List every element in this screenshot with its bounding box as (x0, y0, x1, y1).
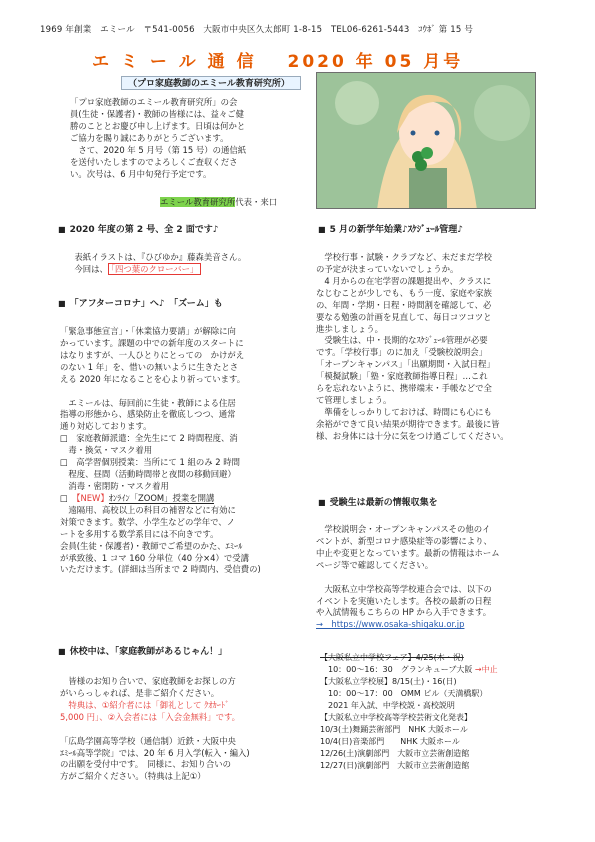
cover-illustration (316, 72, 536, 209)
body-line: ｴﾐｰﾙ高等学院」では、20 年 6 月入学(転入・編入) (60, 747, 250, 758)
body-line: や入試情報もこちらの HP から入手できます。 (316, 607, 492, 618)
body-line: □ 家庭教師派遣：全先生にて 2 時間程度、消 (60, 433, 238, 444)
section-body-after-corona (60, 326, 316, 576)
body-line: 中止や変更となっています。最新の情報はホーム (316, 547, 500, 558)
body-line: 要なる勉強の計画を見直して、毎日コツコツと (316, 311, 492, 322)
body-line: 表紙イラストは、『ひびゆか』藤森美音さん。 (66, 252, 247, 262)
intro-line: ご協力を賜り誠にありがとうございます。 (70, 132, 229, 143)
body-line: がいらっしゃれば、是非ご紹介ください。 (60, 687, 220, 698)
newsletter-subtitle: （プロ家庭教師のエミール教育研究所） (128, 79, 290, 89)
body-line: ベントが、新型コロナ感染症等の影響により、 (316, 535, 492, 546)
table-row (318, 724, 556, 736)
body-line: です。「学校行事」のに加え「受験校説明会」 (316, 347, 488, 358)
section-body-schedule (316, 252, 552, 443)
body-line: が承致後、1 コマ 160 分単位（40 分×4）で受講 (60, 552, 249, 563)
section-heading-schedule (318, 224, 463, 237)
new-online-line: □ 【NEW】ｵﾝﾗｲﾝ「ZOOM」授業を開講 (60, 492, 215, 503)
event-name: 10：00～17：00 OMM ビル（天満橋駅） (320, 689, 488, 699)
section-heading-exam-info (318, 497, 438, 510)
zoom-class-text: ｵﾝﾗｲﾝ「ZOOM」授業を開講 (108, 492, 215, 503)
body-line: 指導の形態から、感染防止を徹底しつつ、通常 (60, 409, 236, 420)
intro-signature (160, 197, 277, 209)
body-line: 今回は、 「四つ葉のクローバー」 (66, 264, 322, 276)
body-line: 「緊急事態宣言」・「休業協力要請」が解除に向 (60, 326, 236, 336)
table-row (318, 688, 556, 700)
body-line: 程度、昼間（活動時間帯と夜間の移動回避） (60, 469, 236, 480)
association-link[interactable]: → https://www.osaka-shigaku.or.jp (316, 619, 465, 630)
event-name: 12/26(土)演劇部門 大阪市立芸術創造館 (320, 749, 470, 759)
body-line: 余裕ができて良い結果が期待できます。最後に皆 (316, 418, 500, 429)
body-line-offer: 5,000 円」、②入会者には「入会金無料」です。 (60, 711, 241, 722)
section-heading-after-corona (58, 298, 223, 311)
body-line: いただけます。(詳細は当所まで 2 時間内、受信費の) (60, 564, 261, 575)
square-mark-icon: ■ (318, 498, 326, 507)
section-title: 5 月の新学年始業♪ｽｹｼﾞｭｰﾙ管理♪ (329, 225, 463, 235)
body-line (316, 572, 552, 584)
title-main: エ ミ ー ル 通 信 (92, 52, 257, 72)
section-title: 「アフターコロナ」へ♪ 「ズーム」も (69, 299, 223, 309)
body-line: 「広島学園高等学校（通信制）近鉄・大阪中央 (60, 735, 236, 746)
body-line-offer: 特典は、①紹介者には「御礼として ｸｵｶｰﾄﾞ (60, 699, 230, 710)
event-name: 10/3(土)舞踊芸術部門 NHK 大阪ホール (320, 725, 468, 735)
body-line: の予定が決まっていないでしょうか。 (316, 263, 459, 274)
girl-clover-illustration (317, 73, 536, 209)
body-line: 遠隔用、高校以上の科目の補習などに有効に (60, 504, 236, 515)
cancel-note: →中止 (474, 665, 498, 675)
body-line: 受験生は、中・長期的なｽｹｼﾞｭｰﾙ管理が必要 (316, 335, 488, 346)
body-line: ートを多用する数学系目には不向きです。 (60, 528, 219, 539)
body-line: イベントを実施いたします。各校の最新の日程 (316, 595, 492, 606)
square-mark-icon: ■ (58, 225, 66, 234)
body-line: 進歩しましょう。 (316, 323, 383, 334)
body-line: の出願を受付中です。 同様に、お知り合いの (60, 759, 232, 770)
table-row (318, 652, 556, 664)
table-row (318, 748, 556, 760)
event-schedule-table (318, 652, 556, 772)
body-line: 「模擬試験」「塾・家庭教師指導日程」…これ (316, 371, 488, 382)
body-line: かっています。課題の中での新年度のスタートに (60, 337, 244, 348)
body-line: はなりますが、一人ひとりにとっての かけがえ (60, 349, 245, 360)
title-issue: 2020 年 05 月号 (287, 52, 464, 72)
body-line: 消毒・密閉防・マスク着用 (60, 480, 169, 491)
event-name: 【大阪私立中学校高等学校芸術文化発表】 (320, 713, 472, 723)
intro-line: 「プロ家庭教師のエミール教育研究所」の会 (70, 97, 238, 107)
intro-line: を送付いたしますのでよろしくご査収くださ (70, 156, 238, 167)
section-body-tutor (60, 676, 316, 783)
body-line: 学校説明会・オープンキャンパスその他のイ (316, 524, 491, 534)
section-title: 受験生は最新の情報収集を (329, 498, 438, 508)
intro-line: 員(生徒・保護者)・教師の皆様には、益々ご健 (70, 108, 245, 119)
table-row (318, 736, 556, 748)
body-line (60, 386, 316, 398)
table-row (318, 664, 556, 676)
event-name: 12/27(日)演劇部門 大阪市立芸術創造館 (320, 761, 470, 771)
section-heading-tutor (58, 646, 227, 659)
newsletter-header: 1969 年創業 エミール 〒541-0056 大阪市中央区久太郎町 1-8-15 TEL06-6261-5443 ｺｳﾎﾞ 第 15 号 (40, 25, 474, 35)
event-name: 10：00～16：30 グランキューブ大阪 →中止 (320, 665, 498, 675)
intro-line: さて、2020 年 5 月号（第 15 号）の通信紙 (70, 144, 247, 155)
body-line: らを忘れないように、携帯端末・手帳などで全 (316, 383, 492, 394)
square-mark-icon: ■ (58, 299, 66, 308)
event-name: 【大阪私立学校展】8/15(土)・16(日) (320, 677, 457, 687)
body-line: て管理しましょう。 (316, 395, 392, 406)
intro-paragraph (70, 97, 326, 180)
body-line: なじむことが少しでも、もう一度、家庭や家族 (316, 287, 492, 298)
section-body-issue-info (66, 252, 322, 276)
event-name: 2021 年入試、中学校説・高校説明 (320, 701, 455, 711)
section-title: 休校中は、「家庭教師があるじゃん！」 (69, 647, 228, 657)
body-line: える 2020 年になることを心より祈っています。 (60, 373, 246, 384)
signature-org: エミール教育研究所 (160, 197, 236, 207)
body-line: エミールは、毎回前に生徒・教師による住居 (60, 397, 236, 408)
body-line: 毒・換気・マスク着用 (60, 445, 153, 456)
body-line: 学校行事・試験・クラブなど、未だまだ学校 (316, 252, 492, 262)
table-row (318, 700, 556, 712)
event-name: 10/4(日)音楽部門 NHK 大阪ホール (320, 737, 460, 747)
body-line: 対策できます。数学、小学生などの学年で、ノ (60, 516, 236, 527)
section-body-exam-info (316, 524, 552, 631)
body-line: 会員(生徒・保護者)・教師でご希望のかた、ｴﾐｰﾙ (60, 540, 243, 551)
signature-rest: 代表・来口 (235, 197, 278, 207)
body-line: 様、お身体には十分に気をつけ過ごしてください。 (316, 430, 509, 441)
intro-line: い。次号は、6 月中旬発行予定です。 (70, 168, 212, 179)
body-line: ページ等で確認してください。 (316, 559, 434, 570)
body-line: のない 1 年」を、惜いの無いように生きたとさ (60, 361, 239, 372)
event-name: 【大阪私立中学校フェア】4/25(木・祝) (320, 653, 464, 663)
body-line: 大阪私立中学校高等学校連合会では、以下の (316, 583, 492, 594)
section-title: 2020 年度の第 2 号、全 2 面です♪ (69, 225, 219, 235)
body-line: 通り対応しております。 (60, 421, 152, 432)
square-mark-icon: ■ (318, 225, 326, 234)
new-tag: 【NEW】 (76, 492, 109, 503)
newsletter-title (92, 50, 463, 74)
table-row (318, 760, 556, 772)
body-line: 皆様のお知り合いで、家庭教師をお探しの方 (60, 676, 236, 686)
body-line: 「オープンキャンパス」「出願期間・入試日程」 (316, 359, 495, 370)
intro-line: 勝のこととお慶び申し上げます。日頃は何かと (70, 120, 246, 131)
clover-highlight: 「四つ葉のクローバー」 (108, 263, 202, 275)
square-mark-icon: ■ (58, 647, 66, 656)
body-line: の、年間・学期・日程・時間割を確認して、必 (316, 299, 492, 310)
table-row (318, 676, 556, 688)
table-row (318, 712, 556, 724)
body-line (60, 724, 316, 736)
body-line: 方がご紹介ください。（特典は上記①） (60, 771, 206, 782)
body-line: □ 高学習個別授業：当所にて 1 組のみ 2 時間 (60, 457, 240, 468)
body-line: 4 月からの在宅学習の課題提出や、クラスに (316, 275, 492, 286)
body-line: 準備をしっかりしておけば、時間にも心にも (316, 406, 492, 417)
section-heading-issue-info (58, 224, 219, 237)
